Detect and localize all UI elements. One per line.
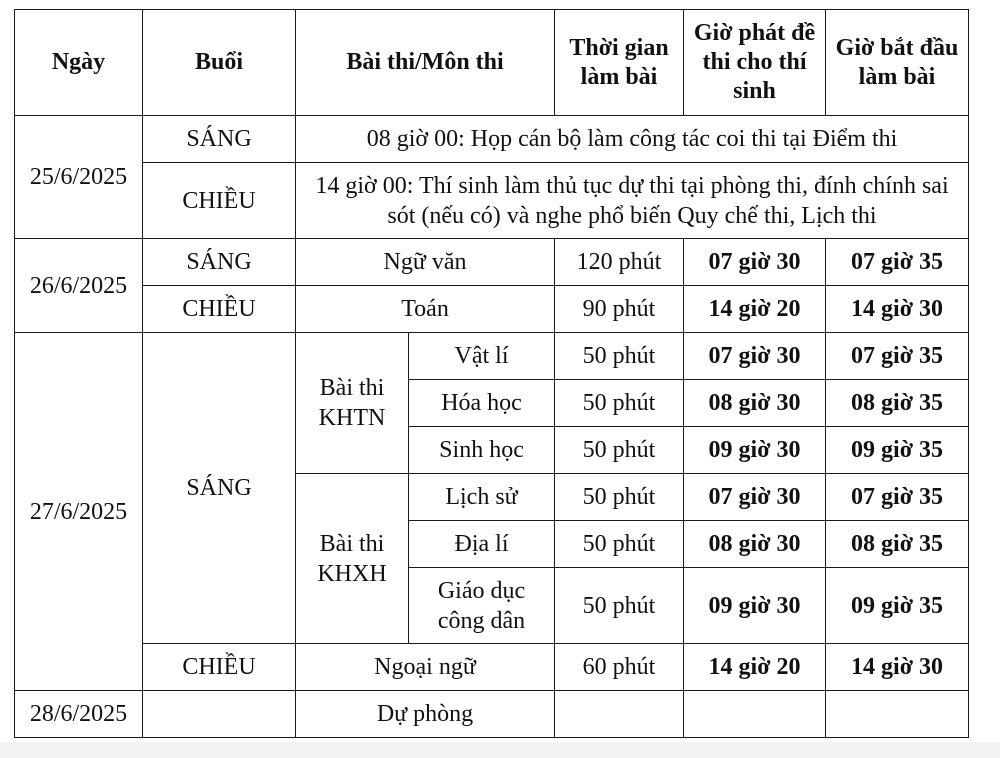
page-bottom-margin xyxy=(0,742,1000,758)
distribute-time-cell: 07 giờ 30 xyxy=(684,474,826,521)
session-cell: CHIỀU xyxy=(143,644,296,691)
header-session: Buổi xyxy=(143,10,296,116)
duration-cell: 50 phút xyxy=(555,521,684,568)
date-cell: 28/6/2025 xyxy=(15,691,143,738)
start-time-cell: 08 giờ 35 xyxy=(826,380,969,427)
subject-cell: Hóa học xyxy=(409,380,555,427)
exam-group-cell: Bài thi KHTN xyxy=(296,333,409,474)
table-row xyxy=(15,691,969,738)
duration-cell: 120 phút xyxy=(555,239,684,286)
header-distribute-time: Giờ phát đề thi cho thí sinh xyxy=(684,10,826,116)
header-subject: Bài thi/Môn thi xyxy=(296,10,555,116)
start-time-cell: 09 giờ 35 xyxy=(826,427,969,474)
subject-cell: Dự phòng xyxy=(296,691,555,738)
distribute-time-cell: 08 giờ 30 xyxy=(684,380,826,427)
header-duration: Thời gian làm bài xyxy=(555,10,684,116)
session-cell: CHIỀU xyxy=(143,286,296,333)
duration-cell: 50 phút xyxy=(555,474,684,521)
exam-group-cell: Bài thi KHXH xyxy=(296,474,409,644)
distribute-time-cell xyxy=(684,691,826,738)
exam-schedule-table xyxy=(14,9,969,738)
table-row xyxy=(15,239,969,286)
duration-cell: 50 phút xyxy=(555,427,684,474)
session-cell: SÁNG xyxy=(143,239,296,286)
note-cell: 14 giờ 00: Thí sinh làm thủ tục dự thi tại phòng thi, đính chính sai sót (nếu có) và nghe phổ biến Quy chế thi, Lịch thi xyxy=(296,163,969,239)
session-cell: SÁNG xyxy=(143,333,296,644)
subject-cell: Giáo dục công dân xyxy=(409,568,555,644)
header-date: Ngày xyxy=(15,10,143,116)
distribute-time-cell: 14 giờ 20 xyxy=(684,286,826,333)
header-start-time: Giờ bắt đầu làm bài xyxy=(826,10,969,116)
distribute-time-cell: 09 giờ 30 xyxy=(684,568,826,644)
duration-cell: 50 phút xyxy=(555,333,684,380)
duration-cell: 50 phút xyxy=(555,568,684,644)
start-time-cell xyxy=(826,691,969,738)
start-time-cell: 14 giờ 30 xyxy=(826,286,969,333)
subject-cell: Ngữ văn xyxy=(296,239,555,286)
start-time-cell: 08 giờ 35 xyxy=(826,521,969,568)
duration-cell: 60 phút xyxy=(555,644,684,691)
note-cell: 08 giờ 00: Họp cán bộ làm công tác coi thi tại Điểm thi xyxy=(296,116,969,163)
start-time-cell: 09 giờ 35 xyxy=(826,568,969,644)
date-cell: 27/6/2025 xyxy=(15,333,143,691)
session-cell: CHIỀU xyxy=(143,163,296,239)
distribute-time-cell: 14 giờ 20 xyxy=(684,644,826,691)
start-time-cell: 07 giờ 35 xyxy=(826,333,969,380)
table-row xyxy=(15,116,969,163)
table-row xyxy=(15,286,969,333)
duration-cell xyxy=(555,691,684,738)
table-row xyxy=(15,644,969,691)
header-row xyxy=(15,10,969,116)
duration-cell: 50 phút xyxy=(555,380,684,427)
subject-cell: Vật lí xyxy=(409,333,555,380)
distribute-time-cell: 07 giờ 30 xyxy=(684,239,826,286)
date-cell: 25/6/2025 xyxy=(15,116,143,239)
start-time-cell: 14 giờ 30 xyxy=(826,644,969,691)
start-time-cell: 07 giờ 35 xyxy=(826,474,969,521)
table-row xyxy=(15,333,969,380)
distribute-time-cell: 09 giờ 30 xyxy=(684,427,826,474)
subject-cell: Địa lí xyxy=(409,521,555,568)
duration-cell: 90 phút xyxy=(555,286,684,333)
subject-cell: Lịch sử xyxy=(409,474,555,521)
distribute-time-cell: 08 giờ 30 xyxy=(684,521,826,568)
session-cell: SÁNG xyxy=(143,116,296,163)
subject-cell: Sinh học xyxy=(409,427,555,474)
date-cell: 26/6/2025 xyxy=(15,239,143,333)
distribute-time-cell: 07 giờ 30 xyxy=(684,333,826,380)
table-row xyxy=(15,163,969,239)
subject-cell: Toán xyxy=(296,286,555,333)
session-cell xyxy=(143,691,296,738)
start-time-cell: 07 giờ 35 xyxy=(826,239,969,286)
subject-cell: Ngoại ngữ xyxy=(296,644,555,691)
